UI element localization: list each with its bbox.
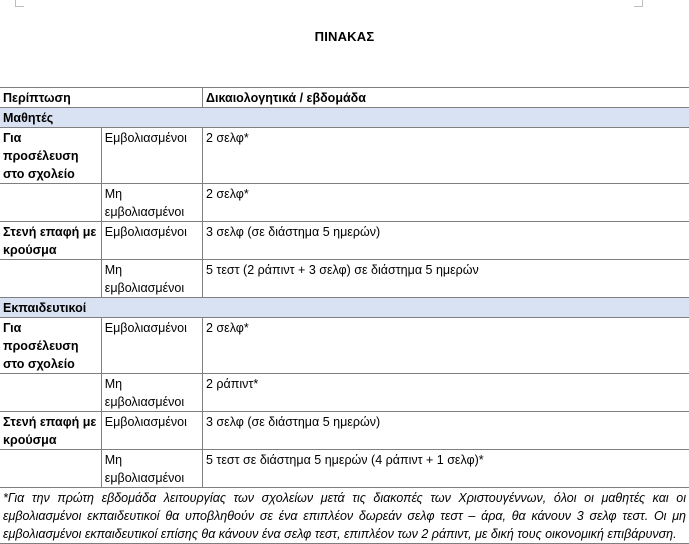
table-row bbox=[0, 222, 689, 260]
page-margin-mark-right bbox=[634, 0, 643, 7]
docs-cell: 2 ράπιντ* bbox=[203, 374, 689, 412]
section-label: Εκπαιδευτικοί bbox=[0, 298, 689, 318]
section-row-students bbox=[0, 108, 689, 128]
header-docs: Δικαιολογητικά / εβδομάδα bbox=[203, 88, 689, 108]
docs-cell: 3 σελφ (σε διάστημα 5 ημερών) bbox=[203, 222, 689, 260]
case-cell: Για προσέλευση στο σχολείο bbox=[0, 128, 101, 184]
case-cell: Στενή επαφή με κρούσμα bbox=[0, 222, 101, 260]
table-row bbox=[0, 260, 689, 298]
docs-cell: 5 τεστ σε διάστημα 5 ημερών (4 ράπιντ + 1 σελφ)* bbox=[203, 450, 689, 488]
table-row bbox=[0, 128, 689, 184]
case-cell bbox=[0, 184, 101, 222]
case-cell bbox=[0, 260, 101, 298]
status-cell: Εμβολιασμένοι bbox=[101, 412, 202, 450]
case-cell bbox=[0, 450, 101, 488]
table-row bbox=[0, 450, 689, 488]
docs-cell: 2 σελφ* bbox=[203, 128, 689, 184]
section-label: Μαθητές bbox=[0, 108, 689, 128]
table-row bbox=[0, 412, 689, 450]
table-row bbox=[0, 374, 689, 412]
case-cell: Στενή επαφή με κρούσμα bbox=[0, 412, 101, 450]
docs-cell: 2 σελφ* bbox=[203, 318, 689, 374]
header-case: Περίπτωση bbox=[0, 88, 203, 108]
footnote: *Για την πρώτη εβδομάδα λειτουργίας των σχολείων μετά τις διακοπές των Χριστουγέννων, όλοι οι μαθητές και οι εμβολιασμένοι εκπαιδευτικοί θα υποβληθούν σε ένα επιπλέον δωρεάν σελφ τεστ – άρα, θα κάνουν 3 σελφ τεστ. Οι μη εμβολιασμένοι εκπαιδευτικοί επίσης θα κάνουν ένα σελφ τεστ, επιπλέον των 2 ράπιντ, με δική τους οικονομική επιβάρυνση. bbox=[0, 488, 689, 544]
status-cell: Μη εμβολιασμένοι bbox=[101, 374, 202, 412]
docs-cell: 3 σελφ (σε διάστημα 5 ημερών) bbox=[203, 412, 689, 450]
status-cell: Εμβολιασμένοι bbox=[101, 128, 202, 184]
status-cell: Μη εμβολιασμένοι bbox=[101, 184, 202, 222]
section-row-teachers bbox=[0, 298, 689, 318]
status-cell: Εμβολιασμένοι bbox=[101, 222, 202, 260]
status-cell: Μη εμβολιασμένοι bbox=[101, 260, 202, 298]
docs-cell: 5 τεστ (2 ράπιντ + 3 σελφ) σε διάστημα 5 ημερών bbox=[203, 260, 689, 298]
table-row bbox=[0, 318, 689, 374]
page-margin-mark-left bbox=[15, 0, 24, 7]
case-cell bbox=[0, 374, 101, 412]
status-cell: Μη εμβολιασμένοι bbox=[101, 450, 202, 488]
footnote-row bbox=[0, 488, 689, 544]
case-cell: Για προσέλευση στο σχολείο bbox=[0, 318, 101, 374]
page-title: ΠΙΝΑΚΑΣ bbox=[0, 29, 689, 44]
table-header-row bbox=[0, 88, 689, 108]
docs-cell: 2 σελφ* bbox=[203, 184, 689, 222]
table-row bbox=[0, 184, 689, 222]
requirements-table bbox=[0, 87, 689, 544]
status-cell: Εμβολιασμένοι bbox=[101, 318, 202, 374]
